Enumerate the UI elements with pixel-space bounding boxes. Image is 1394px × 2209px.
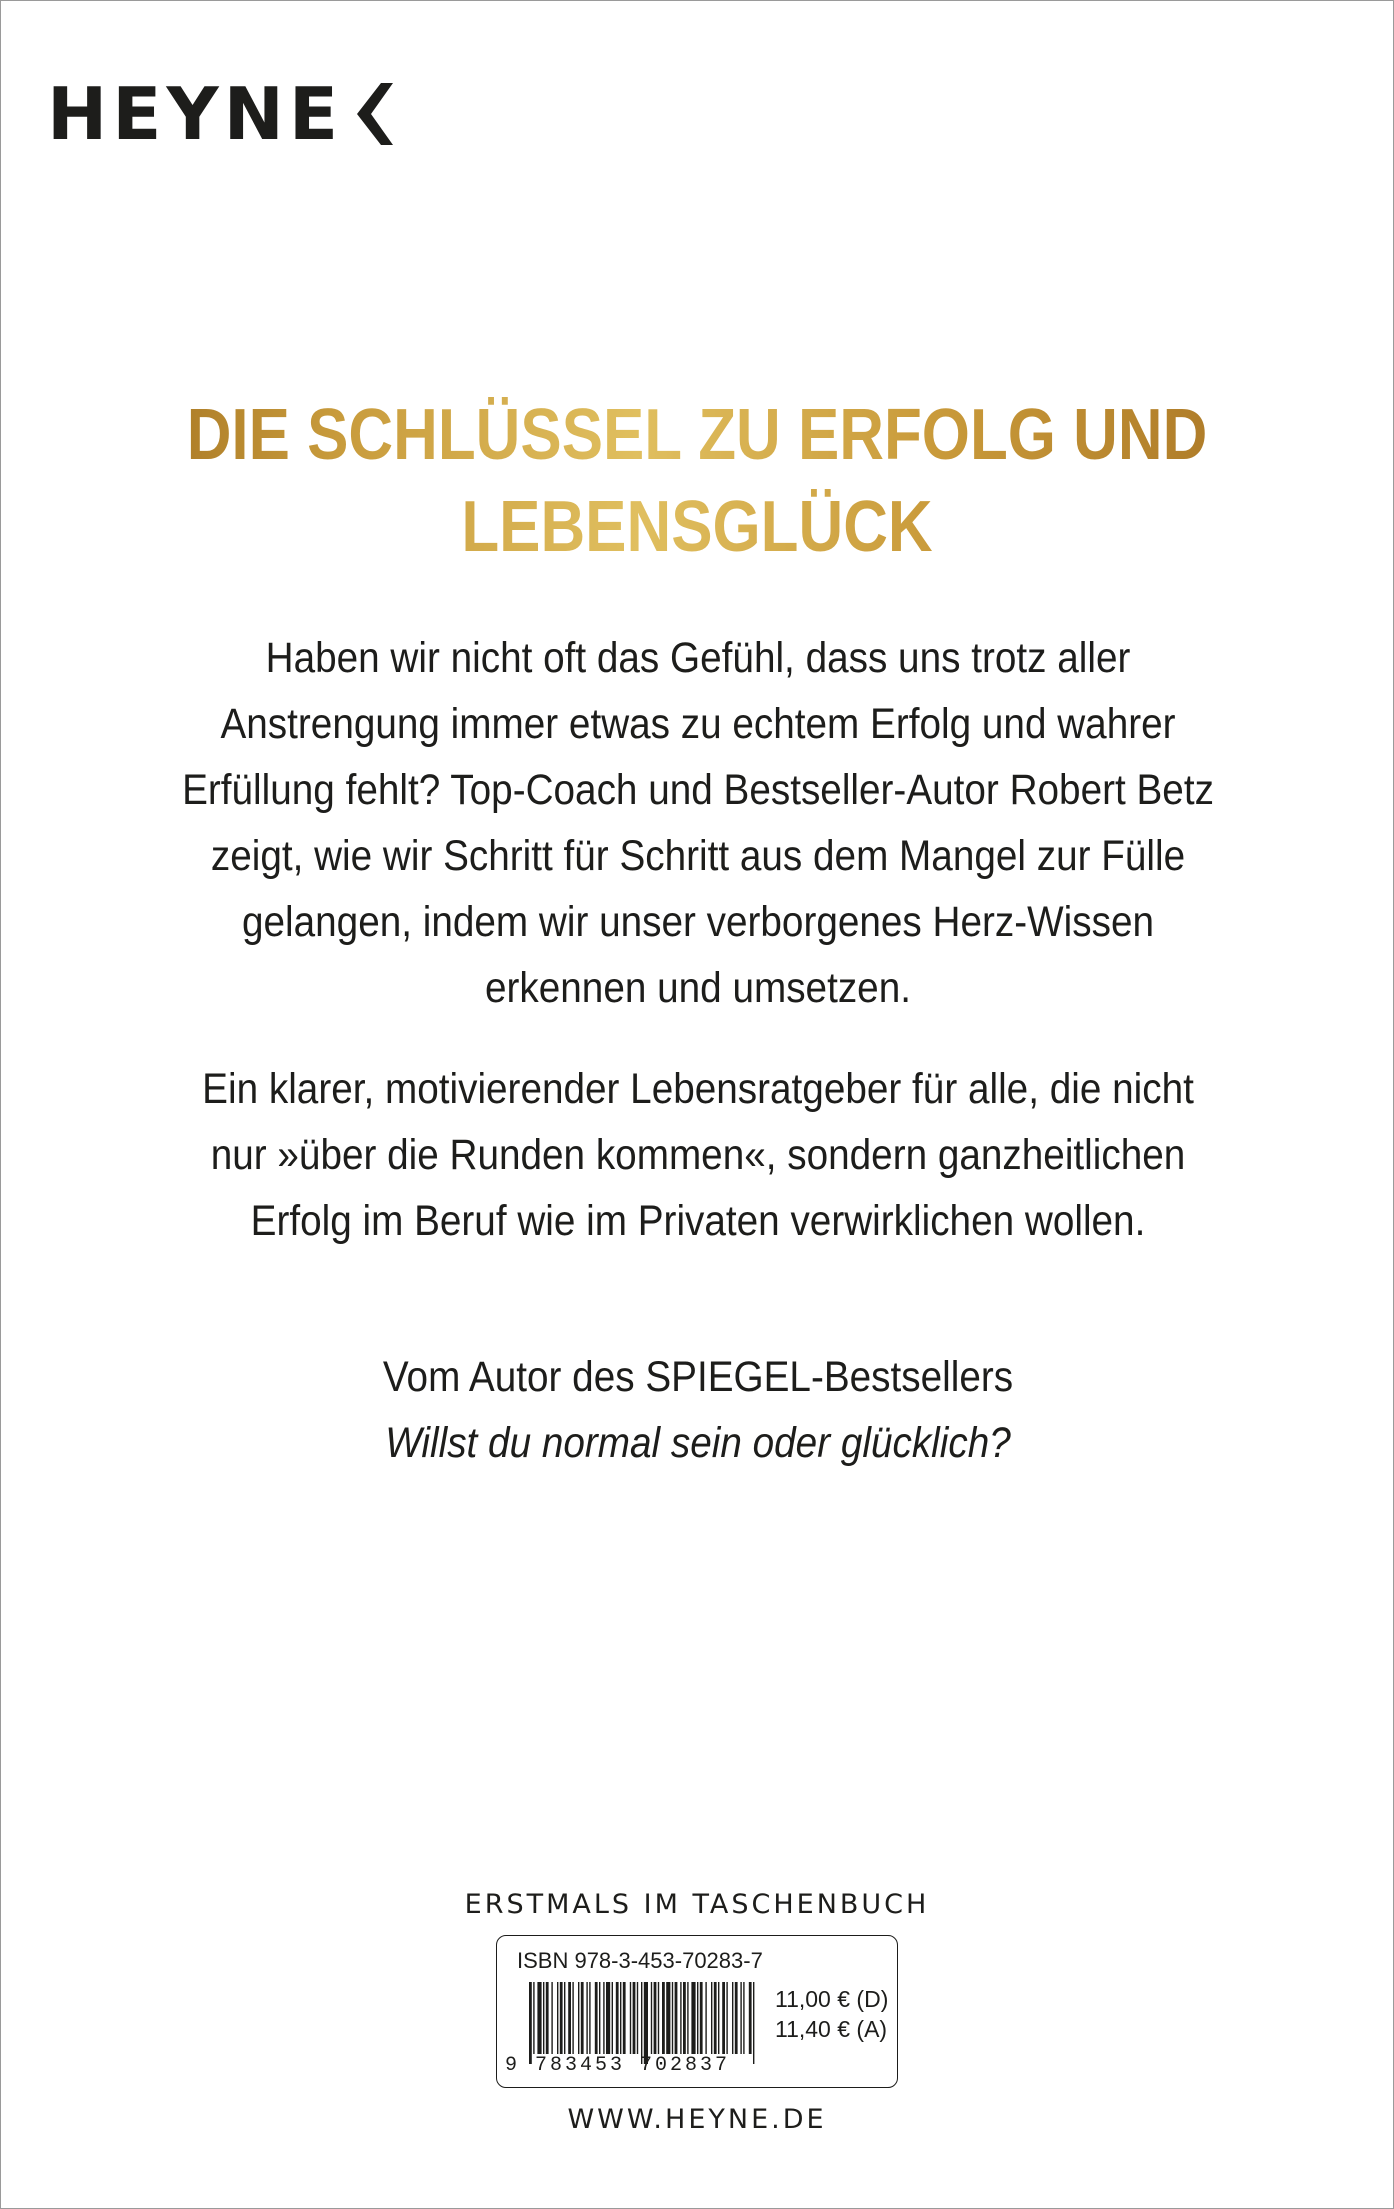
recommendation-paragraph xyxy=(134,1056,1263,1254)
author-note xyxy=(134,1344,1263,1476)
publisher-website: WWW.HEYNE.DE xyxy=(567,2104,827,2135)
publisher-name: HEYNE xyxy=(47,72,344,156)
description-line: zeigt, wie wir Schritt für Schritt aus dem Mangel zur Fülle xyxy=(210,832,1186,880)
publisher-logo xyxy=(47,69,399,159)
chevron-left-icon xyxy=(353,79,399,149)
barcode-digits: 9 783453 702837 xyxy=(505,2054,731,2077)
barcode-label xyxy=(496,1935,898,2088)
description-line: erkennen und umsetzen. xyxy=(484,964,911,1012)
barcode-icon xyxy=(527,1982,757,2064)
recommendation-line: Erfolg im Beruf wie im Privaten verwirklichen wollen. xyxy=(250,1197,1146,1245)
description-paragraph xyxy=(134,625,1263,1021)
price-austria: 11,40 € (A) xyxy=(775,2016,888,2042)
price-germany: 11,00 € (D) xyxy=(775,1986,889,2012)
description-line: gelangen, indem wir unser verborgenes Herz-Wissen xyxy=(241,898,1155,946)
edition-note: ERSTMALS IM TASCHENBUCH xyxy=(464,1889,930,1920)
headline-line: LEBENSGLÜCK xyxy=(461,487,933,567)
author-note-line: Vom Autor des SPIEGEL-Bestsellers xyxy=(382,1353,1014,1401)
recommendation-line: nur »über die Runden kommen«, sondern ganzheitlichen xyxy=(210,1131,1186,1179)
headline xyxy=(98,389,1295,573)
isbn-number: ISBN 978-3-453-70283-7 xyxy=(517,1948,763,1973)
description-line: Anstrengung immer etwas zu echtem Erfolg und wahrer xyxy=(220,700,1176,748)
description-line: Erfüllung fehlt? Top-Coach und Bestseller-Autor Robert Betz xyxy=(182,766,1214,814)
description-line: Haben wir nicht oft das Gefühl, dass uns trotz aller xyxy=(265,634,1131,682)
headline-line: DIE SCHLÜSSEL ZU ERFOLG UND xyxy=(186,395,1208,475)
bestseller-title: Willst du normal sein oder glücklich? xyxy=(385,1419,1011,1467)
recommendation-line: Ein klarer, motivierender Lebensratgeber für alle, die nicht xyxy=(202,1065,1194,1113)
price-list xyxy=(775,1984,888,2044)
